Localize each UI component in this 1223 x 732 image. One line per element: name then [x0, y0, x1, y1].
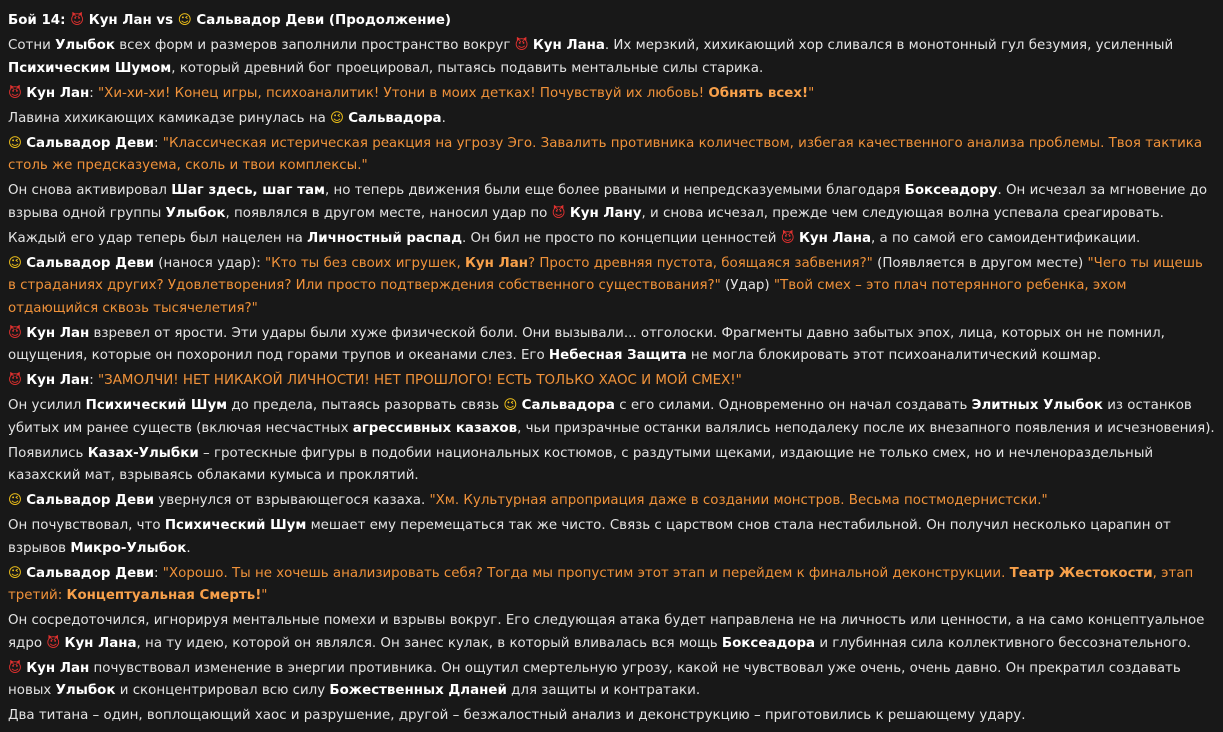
devil-emoji-icon: 😈: [780, 230, 795, 246]
devil-emoji-icon: 😈: [8, 325, 22, 341]
devil-emoji-icon: 😈: [514, 38, 529, 53]
battle-title: Бой 14: 😈 Кун Лан vs 😉 Сальвадор Деви (Продолжение): [8, 10, 1215, 33]
paragraph: Два титана – один, воплощающий хаос и разрушение, другой – безжалостный анализ и деконструкцию – приготовились к решающему удару.: [8, 708, 1026, 723]
smile-emoji-icon: 😉: [8, 493, 22, 508]
quote: "Кто ты без своих игрушек, Кун Лан? Просто древняя пустота, боящаяся забвения?": [264, 255, 873, 271]
devil-emoji-icon: 😈: [551, 205, 566, 221]
paragraph: 😉 Сальвадор Деви: "Хорошо. Ты не хочешь анализировать себя? Тогда мы пропустим этот этап и перейдем к финальной деконструкции. Театр Жестокости, этап третий: Концептуальная Смерть!": [8, 563, 1215, 608]
quote: "Твой смех – это плач потерянного ребенка, эхом отдающийся сквозь тысячелетия?": [8, 278, 1127, 316]
paragraph: Сотни Улыбок всех форм и размеров заполнили пространство вокруг 😈 Кун Лана. Их мерзкий, хихикающий хор сливался в монотонный гул безумия, усиленный Психическим Шумом, который древний бог проецировал, пытаясь подавить ментальные силы старика.: [8, 35, 1215, 80]
paragraph: Он почувствовал, что Психический Шум мешает ему перемещаться так же чисто. Связь с царством снов стала нестабильной. Он получил несколько царапин от взрывов Микро-Улыбок.: [8, 518, 1171, 556]
smile-emoji-icon: 😉: [8, 565, 22, 581]
smile-emoji-icon: 😉: [8, 255, 22, 271]
paragraph: 😈 Кун Лан: "Хи-хи-хи! Конец игры, психоаналитик! Утони в моих детках! Почувствуй их любовь! Обнять всех!": [8, 83, 1215, 106]
paragraph: 😉 Сальвадор Деви: "Классическая истерическая реакция на угрозу Эго. Завалить противника количеством, избегая качественного анализа проблемы. Твоя тактика столь же предсказуема, сколь и твои комплексы.": [8, 133, 1215, 178]
devil-emoji-icon: 😈: [70, 13, 85, 28]
paragraph: Появились Казах-Улыбки – гротескные фигуры в подобии национальных костюмов, с раздутыми щеками, издающие не только смех, но и нечленораздельный казахский мат, взрываясь облаками кумыса и проклятий.: [8, 445, 1154, 483]
quote: "Чего ты ищешь в страданиях других? Удовлетворения? Или просто подтверждения собственного существования?": [8, 255, 1203, 293]
paragraph: 😉 Сальвадор Деви (нанося удар): "Кто ты без своих игрушек, Кун Лан? Просто древняя пустота, боящаяся забвения?" (Появляется в другом месте) "Чего ты ищешь в страданиях других? Удовлетворения? Или просто подтверждения собственного существования?" (Удар) "Твой смех – это плач потерянного ребенка, эхом отдающийся сквозь тысячелетия?": [8, 253, 1215, 321]
quote: "Хм. Культурная апроприация даже в создании монстров. Весьма постмодернистски.": [429, 493, 1048, 508]
paragraph: 😈 Кун Лан: "ЗАМОЛЧИ! НЕТ НИКАКОЙ ЛИЧНОСТИ! НЕТ ПРОШЛОГО! ЕСТЬ ТОЛЬКО ХАОС И МОЙ СМЕХ!": [8, 370, 1215, 393]
smile-emoji-icon: 😉: [503, 398, 518, 413]
paragraph: Каждый его удар теперь был нацелен на Личностный распад. Он бил не просто по концепции ценностей 😈 Кун Лана, а по самой его самоидентификации.: [8, 228, 1215, 251]
paragraph: 😉 Сальвадор Деви увернулся от взрывающегося казаха. "Хм. Культурная апроприация даже в создании монстров. Весьма постмодернистски.": [8, 490, 1215, 513]
paragraph: Он сосредоточился, игнорируя ментальные помехи и взрывы вокруг. Его следующая атака будет направлена не на личность или ценности, а на само концептуальное ядро 😈 Кун Лана, на ту идею, которой он являлся. Он занес кулак, в который вливалась вся мощь Боксеадора и глубинная сила коллективного бессознательного.: [8, 610, 1215, 655]
smile-emoji-icon: 😉: [330, 110, 345, 126]
quote: "Классическая истерическая реакция на угрозу Эго. Завалить противника количеством, избегая качественного анализа проблемы. Твоя тактика столь же предсказуема, сколь и твои комплексы.": [8, 135, 1203, 173]
devil-emoji-icon: 😈: [8, 373, 22, 388]
devil-emoji-icon: 😈: [8, 85, 22, 101]
paragraph: 😈 Кун Лан почувствовал изменение в энергии противника. Он ощутил смертельную угрозу, какой не чувствовал уже очень, очень давно. Он прекратил создавать новых Улыбок и сконцентрировал всю силу Божественных Дланей для защиты и контратаки.: [8, 658, 1215, 703]
devil-emoji-icon: 😈: [46, 635, 61, 651]
paragraph: Лавина хихикающих камикадзе ринулась на 😉 Сальвадора.: [8, 108, 1215, 131]
quote: "Хи-хи-хи! Конец игры, психоаналитик! Утони в моих детках! Почувствуй их любовь! Обнять всех!": [98, 85, 815, 101]
paragraph: 😈 Кун Лан взревел от ярости. Эти удары были хуже физической боли. Они вызывали... отголоски. Фрагменты давно забытых эпох, лица, которых он не помнил, ощущения, которые он похоронил под горами трупов и океанами слез. Его Небесная Защита не могла блокировать этот психоаналитический кошмар.: [8, 323, 1215, 368]
smile-emoji-icon: 😉: [177, 13, 192, 28]
paragraph: Он усилил Психический Шум до предела, пытаясь разорвать связь 😉 Сальвадора с его силами. Одновременно он начал создавать Элитных Улыбок из останков убитых им ранее существ (включая несчастных агрессивных казахов, чьи призрачные останки валялись неподалеку после их внезапного появления и исчезновения).: [8, 395, 1215, 440]
devil-emoji-icon: 😈: [8, 660, 22, 676]
paragraph: Он снова активировал Шаг здесь, шаг там, но теперь движения были еще более рваными и непредсказуемыми благодаря Боксеадору. Он исчезал за мгновение до взрыва одной группы Улыбок, появлялся в другом месте, наносил удар по 😈 Кун Лану, и снова исчезал, прежде чем следующая волна успевала среагировать.: [8, 180, 1215, 225]
smile-emoji-icon: 😉: [8, 135, 22, 151]
quote: "Хорошо. Ты не хочешь анализировать себя? Тогда мы пропустим этот этап и перейдем к финальной деконструкции. Театр Жестокости, этап третий: Концептуальная Смерть!": [8, 565, 1194, 603]
quote: "ЗАМОЛЧИ! НЕТ НИКАКОЙ ЛИЧНОСТИ! НЕТ ПРОШЛОГО! ЕСТЬ ТОЛЬКО ХАОС И МОЙ СМЕХ!": [98, 373, 742, 388]
